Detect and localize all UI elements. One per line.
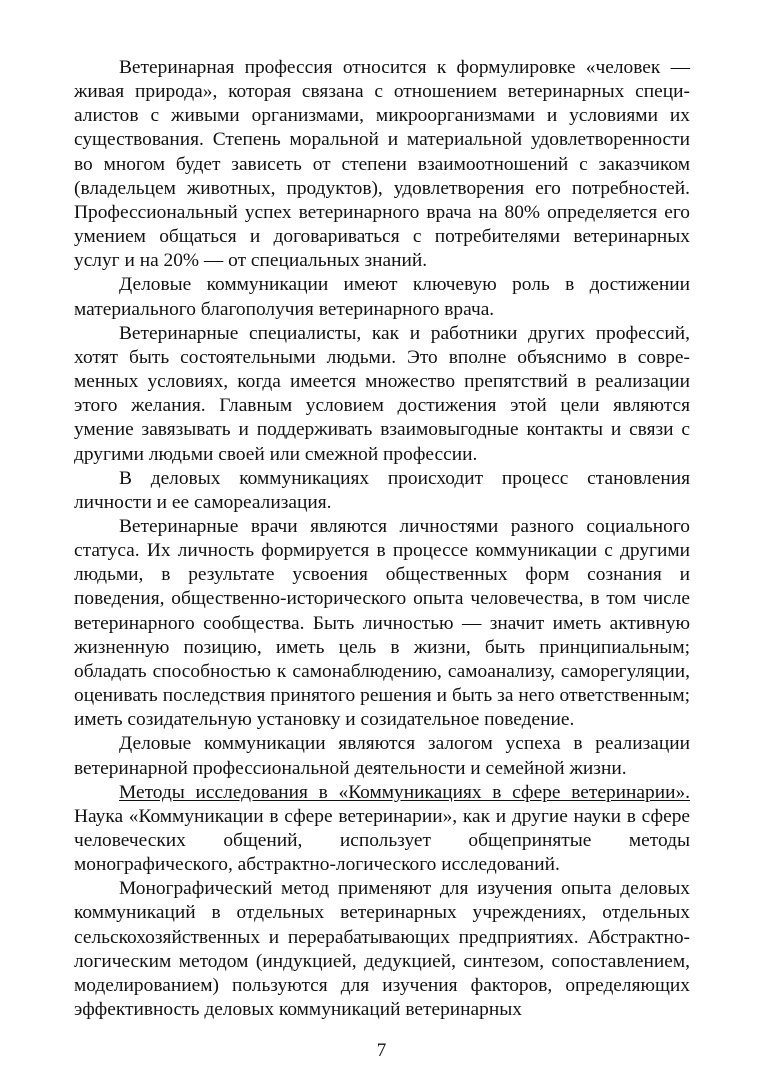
paragraph-monographic-method: Монографический метод применяют для изучения опыта деловых коммуникаций в отдельных ветеринарных учреждениях, отдельных сельскохозяйственных и перерабатывающих предприятиях. Абстрактно-логическим методом (индукцией, дедукцией, синтезом, сопоставлением, моделированием) пользуются для изучения факторов, определяющих эффективность деловых коммуникаций ветеринарных (74, 878, 690, 1021)
paragraph-personality-formation: В деловых коммуникациях происходит процесс становления личности и ее самореализация. (74, 467, 690, 513)
methods-text: Наука «Коммуникации в сфере ветеринарии», как и другие науки в сфере человеческих общений, использует общепринятые методы монографического, абстрактно-логического исследований. (74, 805, 690, 876)
paragraph-business-communications: Деловые коммуникации имеют ключевую роль в достижении материального благополучия ветеринарного врача. (74, 274, 690, 320)
page-body (74, 56, 690, 1022)
paragraph-veterinary-doctors: Ветеринарные врачи являются личностями разного социального статуса. Их личность формируется в процессе коммуникации с другими людьми, в результате усвоения общественных форм сознания и поведения, общественно-исторического опыта человечества, в том числе ветеринарного сообщества. Быть личностью — значит иметь активную жизненную позицию, иметь цель в жизни, быть принципиальным; обладать способностью к самонаблюдению, самоанализу, саморегуляции, оценивать последствия принятого решения и быть за него ответственным; иметь созидательную установку и созидательное поведение. (74, 515, 690, 731)
paragraph-profession: Ветеринарная профессия относится к формулировке «человек — живая природа», которая связана с отношением ветеринарных специалистов с живыми организмами, микроорганизмами и условиями их существования. Степень моральной и материальной удовлетворенности во многом будет зависеть от степени взаимоотношений с заказчиком (владельцем животных, продуктов), удовлетворения его потребностей. Профессиональный успех ветеринарного врача на 80% определяется его умением общаться и договариваться с потребителями ветеринарных услуг и на 20% — от специальных знаний. (74, 57, 690, 272)
page-number: 7 (376, 1040, 387, 1061)
paragraph-specialists: Ветеринарные специалисты, как и работники других профессий, хотят быть состоятельными людьми. Это вполне объяснимо в современных условиях, когда имеется множество препятствий в реализации этого желания. Главным условием достижения этой цели являются умение завязывать и поддерживать взаимовыгодные контакты и связи с другими людьми своей или смежной профессии. (74, 322, 690, 465)
methods-heading: Методы исследования в «Коммуникациях в сфере ветеринарии». (119, 781, 690, 803)
paragraph-methods (74, 781, 690, 878)
paragraph-success-key: Деловые коммуникации являются залогом успеха в реализации ветеринарной профессиональной деятельности и семейной жизни. (74, 733, 690, 779)
